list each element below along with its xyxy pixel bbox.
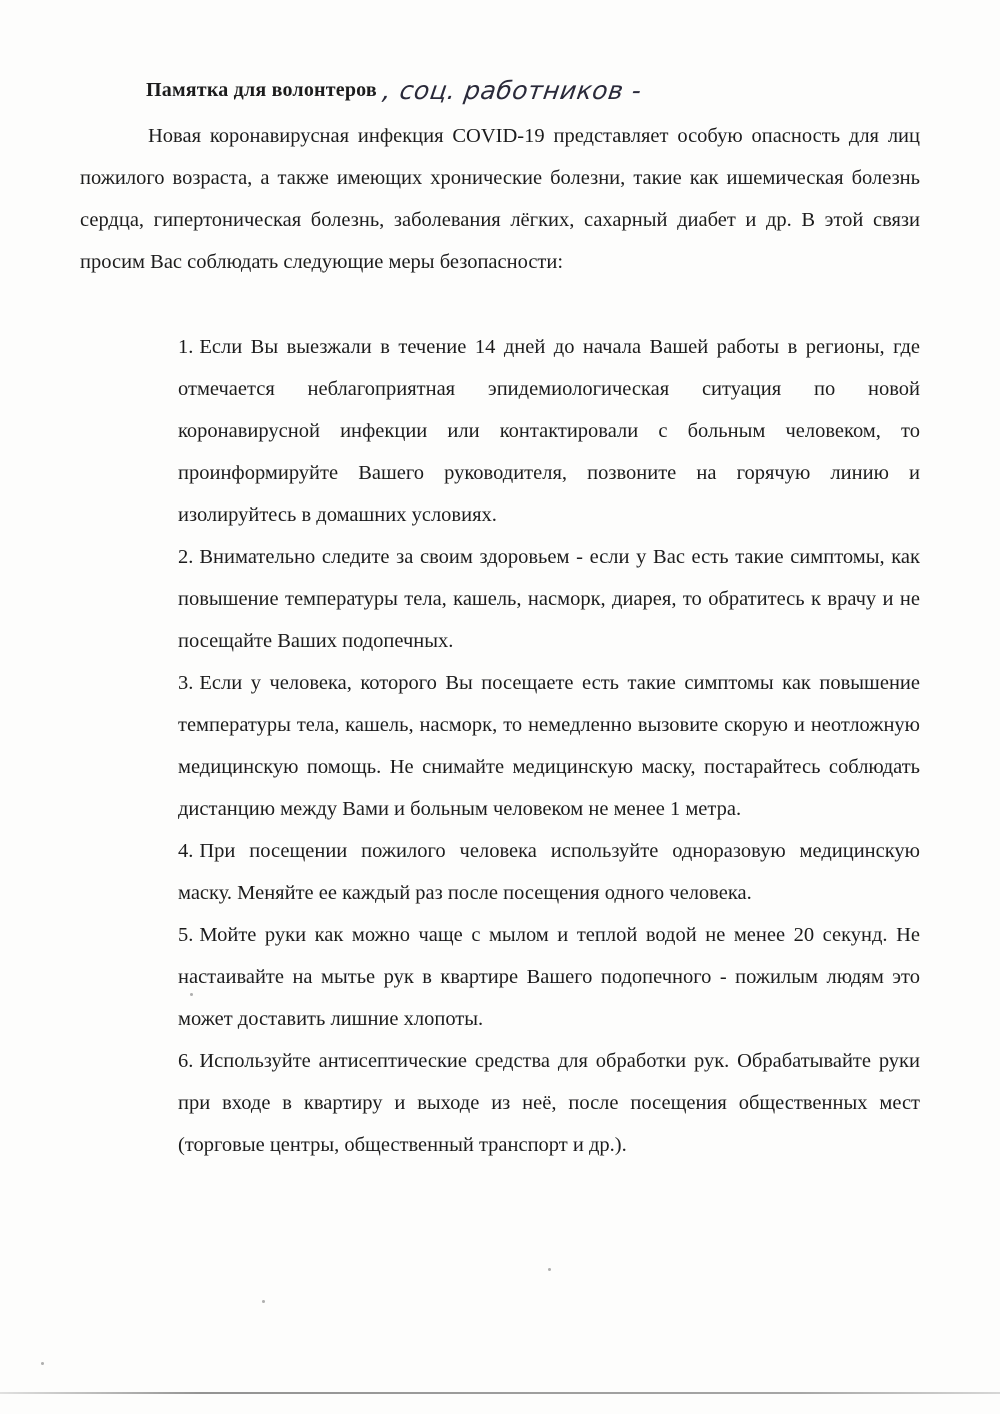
list-item bbox=[178, 326, 920, 536]
list-item bbox=[178, 914, 920, 1040]
scan-edge-line bbox=[0, 1392, 1000, 1394]
item-text: Если Вы выезжали в течение 14 дней до начала Вашей работы в регионы, где отмечается неблагоприятная эпидемиологическая ситуация по новой коронавирусной инфекции или контактировали с больным человеком, то проинформируйте Вашего руководителя, позвоните на горячую линию и изолируйтесь в домашних условиях. bbox=[178, 336, 920, 526]
item-text: Внимательно следите за своим здоровьем - если у Вас есть такие симптомы, как повышение температуры тела, кашель, насморк, диарея, то обратитесь к врачу и не посещайте Ваших подопечных. bbox=[178, 546, 920, 652]
document-title: Памятка для волонтеров bbox=[146, 78, 377, 101]
list-item bbox=[178, 662, 920, 830]
scan-speck bbox=[190, 993, 193, 996]
item-text: При посещении пожилого человека используйте одноразовую медицинскую маску. Меняйте ее каждый раз после посещения одного человека. bbox=[178, 840, 920, 904]
item-number: 3. bbox=[178, 672, 194, 694]
item-number: 5. bbox=[178, 924, 194, 946]
safety-measures-list bbox=[178, 326, 920, 1166]
list-item bbox=[178, 1040, 920, 1166]
title-row bbox=[146, 70, 644, 110]
item-number: 4. bbox=[178, 840, 194, 862]
list-item bbox=[178, 830, 920, 914]
intro-paragraph: Новая коронавирусная инфекция COVID-19 представляет особую опасность для лиц пожилого возраста, а также имеющих хронические болезни, такие как ишемическая болезнь сердца, гипертоническая болезнь, заболевания лёгких, сахарный диабет и др. В этой связи просим Вас соблюдать следующие меры безопасности: bbox=[80, 125, 920, 273]
item-number: 2. bbox=[178, 546, 194, 568]
scan-speck bbox=[41, 1362, 44, 1365]
item-number: 1. bbox=[178, 336, 194, 358]
item-text: Если у человека, которого Вы посещаете есть такие симптомы как повышение температуры тела, кашель, насморк, то немедленно вызовите скорую и неотложную медицинскую помощь. Не снимайте медицинскую маску, постарайтесь соблюдать дистанцию между Вами и больным человеком не менее 1 метра. bbox=[178, 672, 920, 820]
list-item bbox=[178, 536, 920, 662]
item-number: 6. bbox=[178, 1050, 194, 1072]
scan-speck bbox=[262, 1300, 265, 1303]
item-text: Используйте антисептические средства для обработки рук. Обрабатывайте руки при входе в квартиру и выходе из неё, после посещения общественных мест (торговые центры, общественный транспорт и др.). bbox=[178, 1050, 920, 1156]
item-text: Мойте руки как можно чаще с мылом и теплой водой не менее 20 секунд. Не настаивайте на мытье рук в квартире Вашего подопечного - пожилым людям это может доставить лишние хлопоты. bbox=[178, 924, 920, 1030]
scan-speck bbox=[548, 1268, 551, 1271]
handwritten-addition: , соц. работников - bbox=[380, 75, 644, 105]
